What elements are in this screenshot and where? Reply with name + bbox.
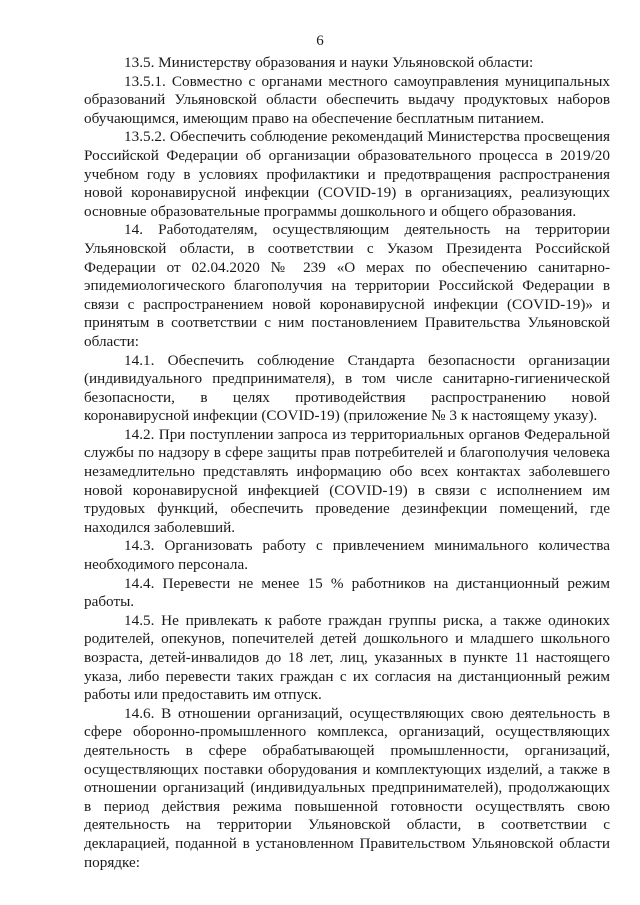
paragraph-13-5: 13.5. Министерству образования и науки Ульяновской области: — [124, 54, 534, 71]
paragraph-14-6: 14.6. В отношении организаций, осуществляющих свою деятельность в сфере оборонно-промышленного комплекса, организаций, осуществляющих деятельность в сфере обрабатывающей промышленности, организаций, осуществляющих поставки оборудования и комплектующих изделий, а также в отношении организаций (индивидуальных предпринимателей), продолжающих в период действия режима повышенной готовности осуществлять свою деятельность на территории Ульяновской области, в соответствии с декларацией, поданной в установленном Правительством Ульяновской области порядке: — [84, 704, 610, 871]
page-number: 6 — [316, 33, 324, 49]
paragraph-14-3: 14.3. Организовать работу с привлечением минимального количества необходимого персонала. — [84, 537, 610, 574]
paragraph-13-5-1: 13.5.1. Совместно с органами местного самоуправления муниципальных образований Ульяновской области обеспечить выдачу продуктовых наборов обучающимся, имеющим право на обеспечение бесплатным питанием. — [84, 72, 610, 127]
paragraph-14: 14. Работодателям, осуществляющим деятельность на территории Ульяновской области, в соответствии с Указом Президента Российской Федерации от 02.04.2020 № 239 «О мерах по обеспечению санитарно-эпидемиологического благополучия на территории Российской Федерации в связи с распространением новой коронавирусной инфекции (COVID-19)» и принятым в соответствии с ним постановлением Правительства Ульяновской области: — [84, 221, 610, 350]
paragraph-13-5-2: 13.5.2. Обеспечить соблюдение рекомендаций Министерства просвещения Российской Федерации об организации образовательного процесса в 2019/20 учебном году в условиях профилактики и предотвращения распространения новой коронавирусной инфекции (COVID-19) в организациях, реализующих основные образовательные программы дошкольного и общего образования. — [84, 128, 610, 220]
document-body — [84, 54, 610, 872]
paragraph-14-1: 14.1. Обеспечить соблюдение Стандарта безопасности организации (индивидуального предпринимателя), в том числе санитарно-гигиенической безопасности, в целях противодействия распространению новой коронавирусной инфекции (COVID-19) (приложение № 3 к настоящему указу). — [84, 351, 610, 425]
paragraph-14-2: 14.2. При поступлении запроса из территориальных органов Федеральной службы по надзору в сфере защиты прав потребителей и благополучия человека незамедлительно представлять информацию обо всех контактах заболевшего новой коронавирусной инфекцией (COVID-19) в связи с исполнением им трудовых функций, обеспечить проведение дезинфекции помещений, где находился заболевший. — [84, 425, 610, 536]
paragraph-14-4: 14.4. Перевести не менее 15 % работников на дистанционный режим работы. — [84, 574, 610, 611]
paragraph-14-5: 14.5. Не привлекать к работе граждан группы риска, а также одиноких родителей, опекунов, попечителей детей дошкольного и младшего школьного возраста, детей-инвалидов до 18 лет, лиц, указанных в пункте 11 настоящего указа, либо перевести таких граждан с их согласия на дистанционный режим работы или предоставить им отпуск. — [84, 611, 610, 704]
